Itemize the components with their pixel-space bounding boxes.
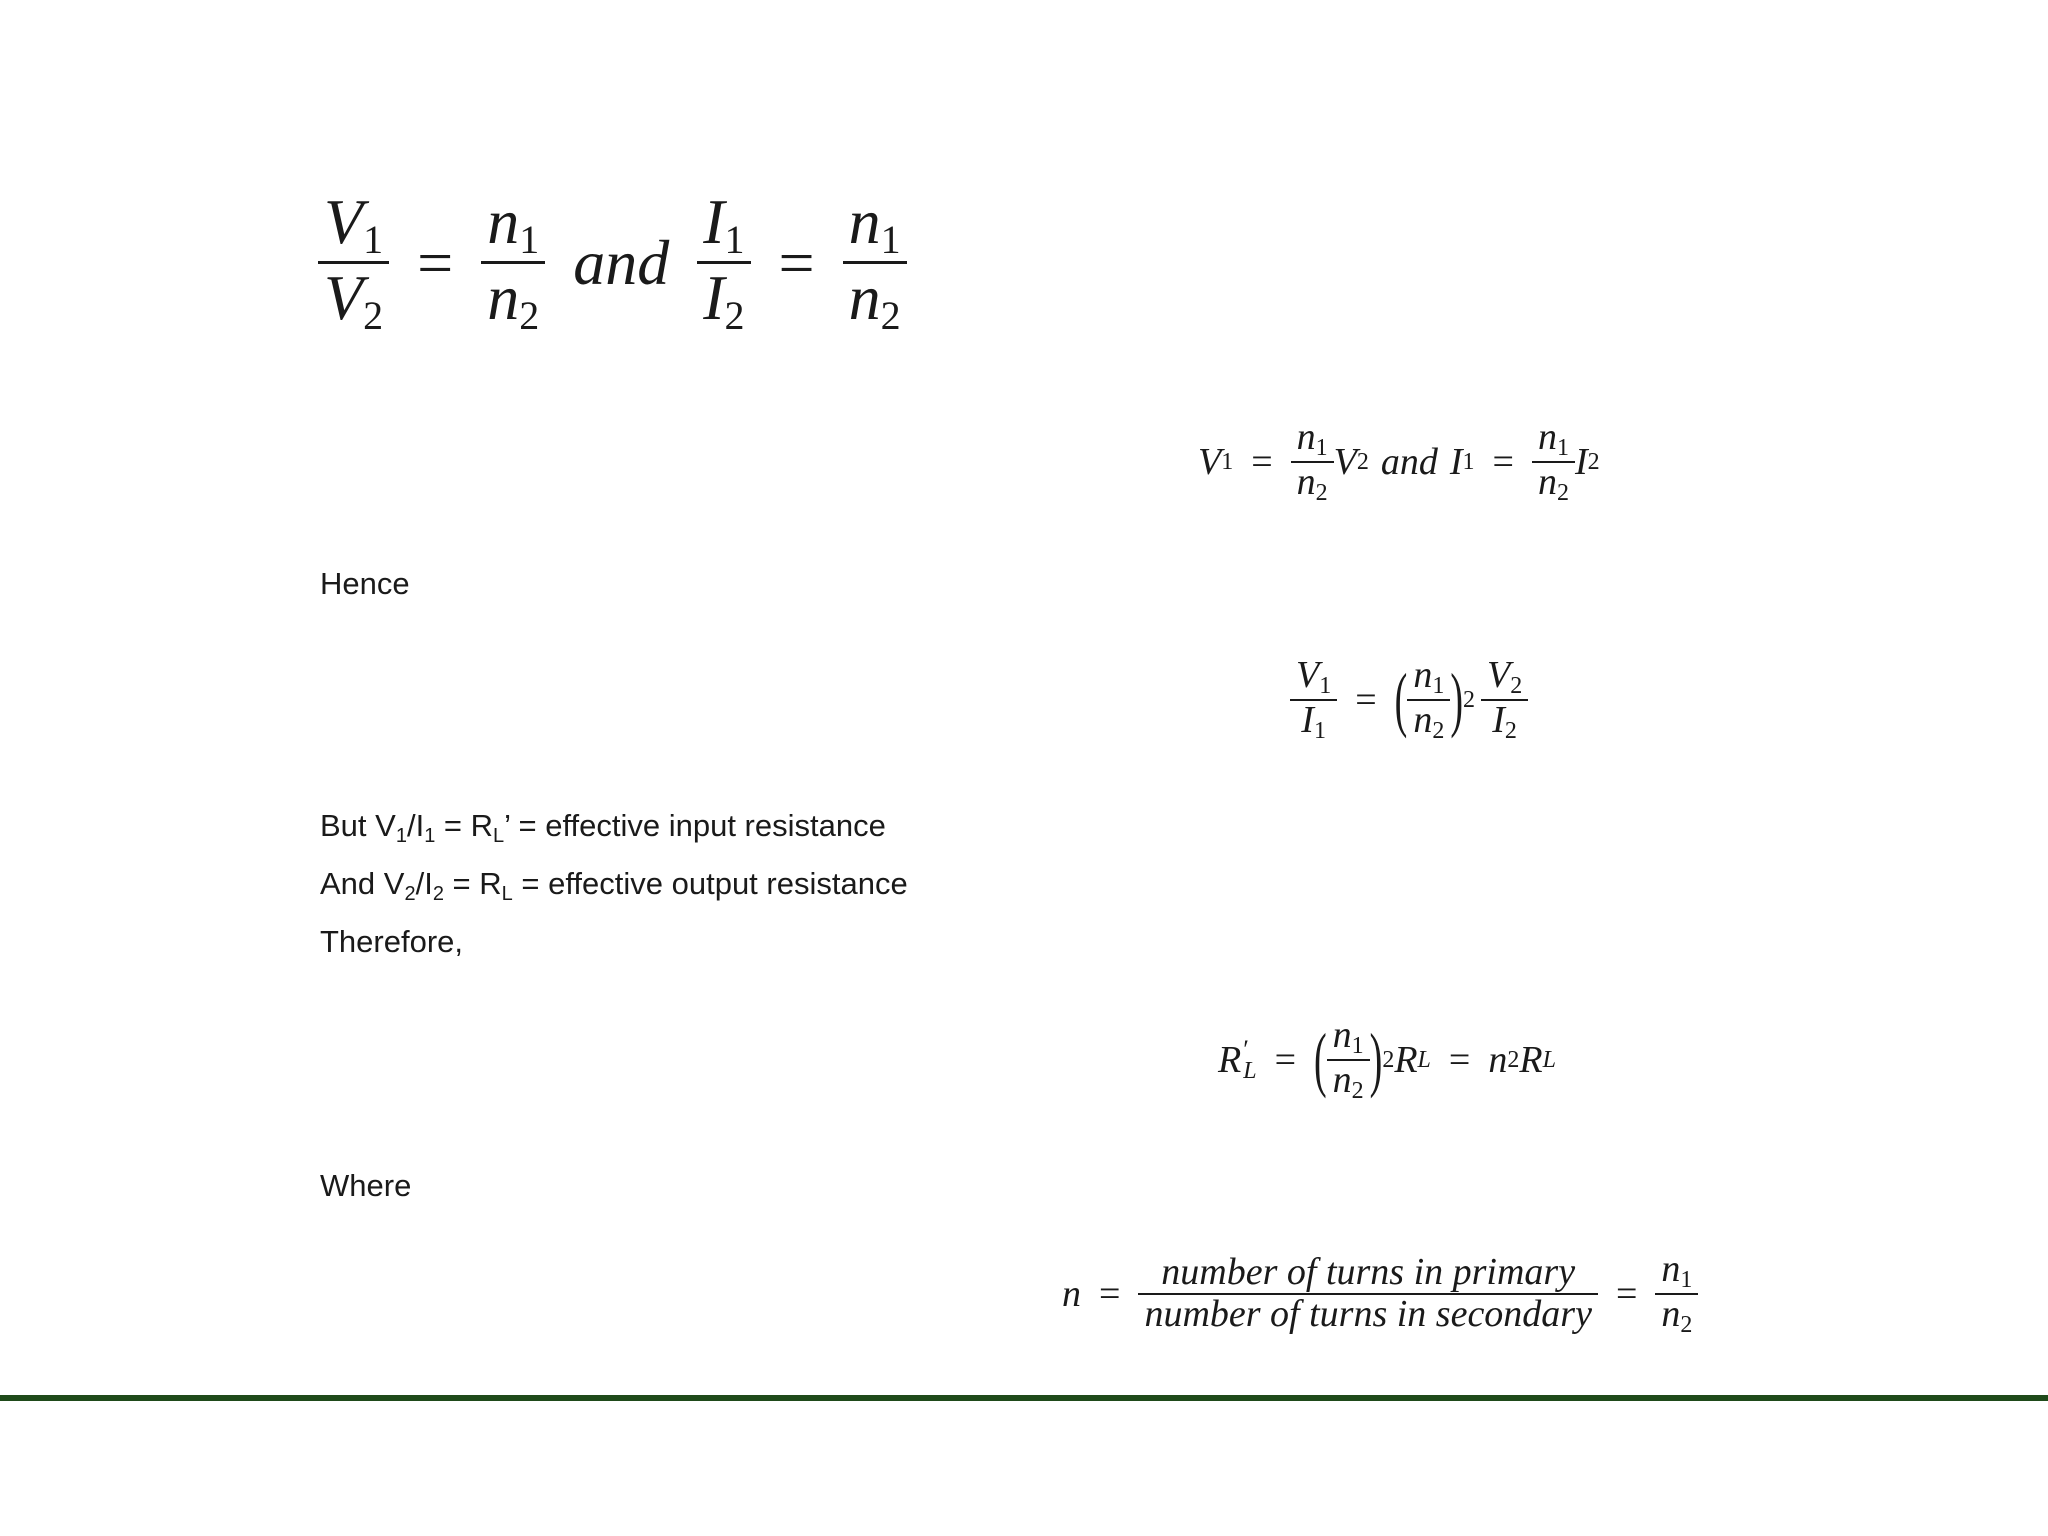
fraction-n1-over-n2: $\frac{n_1}{n_2}$ bbox=[1327, 1016, 1370, 1104]
fraction-v1-over-i1: $\frac{V_1}{I_1}$ bbox=[1290, 656, 1337, 744]
text-therefore: Therefore, bbox=[320, 924, 464, 959]
equation-v1-and-i1: V 1 = $\frac{n_1}{n_2}$ V 2 and I 1 = $\frac{n_1}{n_2}$ I 2 bbox=[1198, 416, 1600, 507]
fraction-n1-over-n2: $\frac{n_1}{n_2}$ bbox=[1407, 656, 1450, 744]
text-input-resistance: But $V_1/I_1 = R_L$’ = effective input resistance bbox=[320, 808, 886, 847]
equation-voltage-current-ratio bbox=[318, 188, 907, 337]
fraction-n1-over-n2: $\frac{n_1}{n_2}$ bbox=[1532, 418, 1575, 506]
equals-sign: = bbox=[417, 226, 454, 298]
text-where: Where bbox=[320, 1168, 412, 1203]
fraction-n1-over-n2: $\frac{n_1}{n_2}$ bbox=[1655, 1250, 1698, 1338]
text-output-resistance: And $V_2/I_2 = R_L$ = effective output resistance bbox=[320, 866, 908, 905]
and-word: and bbox=[573, 226, 670, 298]
fraction-n1-over-n2: $\frac{n_1}{n_2}$ bbox=[481, 188, 545, 337]
fraction-v1-over-v2: $\frac{V_1}{V_2}$ bbox=[318, 188, 389, 337]
equals-sign: = bbox=[778, 226, 815, 298]
text-hence: Hence bbox=[320, 566, 410, 601]
fraction-i1-over-i2: $\frac{I_1}{I_2}$ bbox=[697, 188, 750, 337]
equation-impedance-ratio: $\frac{V_1}{I_1}$ = ( $\frac{n_1}{n_2}$ ) 2 $\frac{V_2}{I_2}$ bbox=[1290, 656, 1528, 744]
fraction-n1-over-n2: $\frac{n_1}{n_2}$ bbox=[843, 188, 907, 337]
fraction-n1-over-n2: $\frac{n_1}{n_2}$ bbox=[1291, 418, 1334, 506]
fraction-v2-over-i2: $\frac{V_2}{I_2}$ bbox=[1481, 656, 1528, 744]
equation-turns-ratio: n = $\frac{\text{number of turns in primary}}{\text{number of turns in secondary}}$ = $\frac{n_1}{n_2}$ bbox=[1062, 1250, 1698, 1338]
footer-divider bbox=[0, 1395, 2048, 1401]
equation-reflected-resistance: R ′ L = ( $\frac{n_1}{n_2}$ ) 2 R L = n 2 R L bbox=[1218, 1014, 1556, 1105]
fraction-turns-primary-over-secondary: $\frac{\text{number of turns in primary}}{\text{number of turns in secondary}}$ bbox=[1138, 1253, 1598, 1335]
